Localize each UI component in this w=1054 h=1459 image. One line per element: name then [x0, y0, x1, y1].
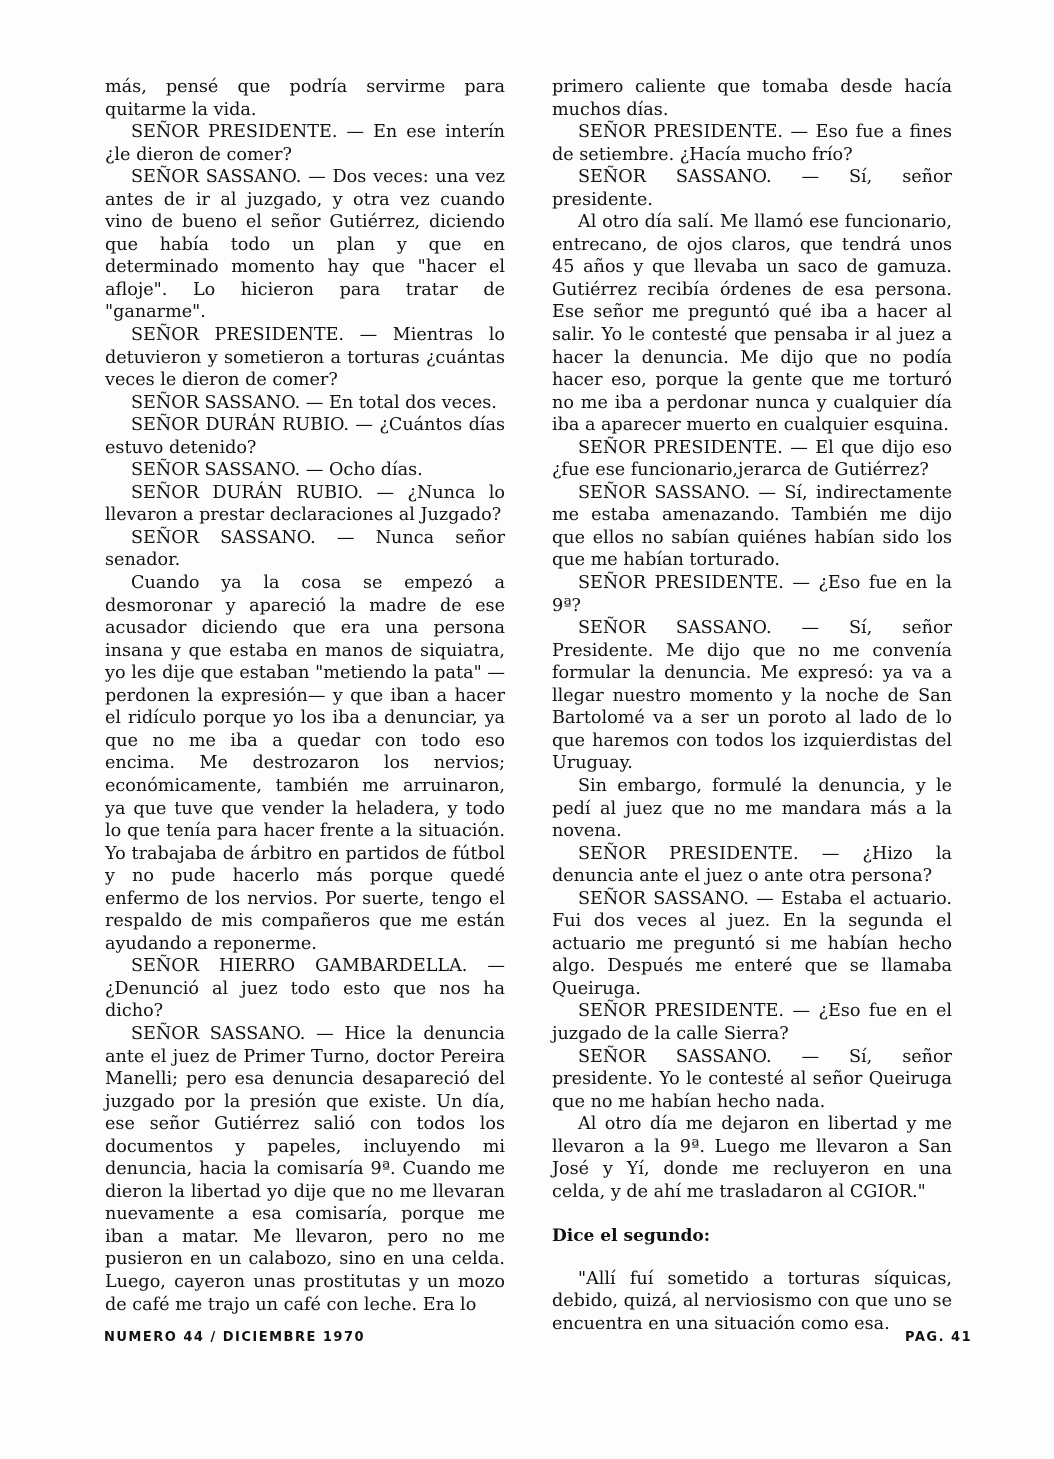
- paragraph: SEÑOR PRESIDENTE. — ¿Hizo la denuncia ante el juez o ante otra persona?: [552, 843, 952, 887]
- issue-footer: NUMERO 44 / DICIEMBRE 1970: [104, 1330, 366, 1345]
- paragraph: SEÑOR SASSANO. — Sí, señor presidente. Yo le contesté al señor Queiruga que no me habían hecho nada.: [552, 1046, 952, 1112]
- paragraph: Cuando ya la cosa se empezó a desmoronar y apareció la madre de ese acusador diciendo que era una persona insana y que estaba en manos de siquiatra, yo les dije que estaban "metiendo la pata" —perdonen la expresión— y que iban a hacer el ridículo porque yo los iba a denunciar, ya que no me iba a quedar con todo eso encima. Me destrozaron los nervios; económicamente, también me arruinaron, ya que tuve que vender la heladera, y todo lo que tenía para hacer frente a la situación. Yo trabajaba de árbitro en partidos de fútbol y no pude hacerlo más porque quedé enfermo de los nervios. Por suerte, tengo el respaldo de mis compañeros que me están ayudando a reponerme.: [105, 573, 505, 954]
- paragraph: Al otro día salí. Me llamó ese funcionario, entrecano, de ojos claros, que tendrá unos 45 años y que llevaba un saco de gamuza. Gutiérrez recibía órdenes de esa persona. Ese señor me preguntó qué iba a hacer al salir. Yo le contesté que pensaba ir al juez a hacer la denuncia. Me dijo que no podía hacer eso, porque la gente que me torturó no me iba a perdonar nunca y cualquier día iba a aparecer muerto en cualquier esquina.: [552, 212, 952, 436]
- paragraph: SEÑOR SASSANO. — Sí, señor Presidente. Me dijo que no me convenía formular la denuncia. Me expresó: ya va a llegar nuestro momento y la noche de San Bartolomé va a ser un poroto al lado de lo que haremos con todos los izquierdistas del Uruguay.: [552, 618, 952, 774]
- paragraph: SEÑOR PRESIDENTE. — El que dijo eso ¿fue ese funcionario,jerarca de Gutiérrez?: [552, 437, 952, 481]
- paragraph: primero caliente que tomaba desde hacía muchos días.: [552, 77, 952, 120]
- right-text-column: [552, 76, 952, 1336]
- paragraph: Al otro día me dejaron en libertad y me llevaron a la 9ª. Luego me llevaron a San José y Yí, donde me recluyeron en una celda, y de ahí me trasladaron al CGIOR.": [552, 1114, 952, 1202]
- paragraph: SEÑOR SASSANO. — Ocho días.: [131, 460, 423, 481]
- section-heading: Dice el segundo:: [552, 1226, 710, 1247]
- paragraph: SEÑOR PRESIDENTE. — En ese interín ¿le dieron de comer?: [105, 122, 505, 165]
- paragraph: SEÑOR PRESIDENTE. — Eso fue a fines de setiembre. ¿Hacía mucho frío?: [552, 122, 952, 165]
- paragraph: SEÑOR SASSANO. — Nunca señor senador.: [105, 527, 505, 571]
- paragraph: SEÑOR HIERRO GAMBARDELLA. — ¿Denunció al juez todo esto que nos ha dicho?: [105, 956, 505, 1022]
- paragraph: SEÑOR DURÁN RUBIO. — ¿Nunca lo llevaron a prestar declaraciones al Juzgado?: [105, 482, 505, 526]
- paragraph: SEÑOR SASSANO. — Sí, señor presidente.: [552, 167, 952, 210]
- paragraph: SEÑOR SASSANO. — Dos veces: una vez antes de ir al juzgado, y otra vez cuando vino de bueno el señor Gutiérrez, diciendo que había todo un plan y que en determinado momento hay que "hacer el afloje". Lo hicieron para tratar de "ganarme".: [105, 167, 505, 323]
- paragraph: SEÑOR PRESIDENTE. — Mientras lo detuvieron y sometieron a torturas ¿cuántas veces le dieron de comer?: [105, 325, 505, 391]
- paragraph: más, pensé que podría servirme para quitarme la vida.: [105, 77, 505, 120]
- paragraph: SEÑOR DURÁN RUBIO. — ¿Cuántos días estuvo detenido?: [105, 415, 505, 458]
- left-text-column: [105, 76, 505, 1316]
- paragraph: SEÑOR SASSANO. — Sí, indirectamente me estaba amenazando. También me dijo que ellos no sabían quiénes habían sido los que me habían torturado.: [552, 482, 952, 571]
- paragraph: SEÑOR PRESIDENTE. — ¿Eso fue en el juzgado de la calle Sierra?: [552, 1001, 952, 1044]
- paragraph: SEÑOR SASSANO. — Estaba el actuario. Fui dos veces al juez. En la segunda el actuario me preguntó si me habían hecho algo. Después me enteré que se llamaba Queiruga.: [552, 888, 952, 999]
- page-number: PAG. 41: [905, 1330, 973, 1345]
- paragraph: SEÑOR SASSANO. — Hice la denuncia ante el juez de Primer Turno, doctor Pereira Manelli; pero esa denuncia desapareció del juzgado por la presión que existe. Un día, ese señor Gutiérrez salió con todos los documentos y papeles, incluyendo mi denuncia, hacia la comisaría 9ª. Cuando me dieron la libertad yo dije que no me llevaran nuevamente a esa comisaría, porque me iban a matar. Me llevaron, pero no me pusieron en un calabozo, sino en una celda. Luego, cayeron unas prostitutas y un mozo de café me trajo un café con leche. Era lo: [105, 1023, 505, 1315]
- paragraph: Sin embargo, formulé la denuncia, y le pedí al juez que no me mandara más a la novena.: [552, 775, 952, 842]
- paragraph: SEÑOR PRESIDENTE. — ¿Eso fue en la 9ª?: [552, 573, 952, 616]
- paragraph: SEÑOR SASSANO. — En total dos veces.: [131, 392, 497, 413]
- paragraph: "Allí fuí sometido a torturas síquicas, debido, quizá, al nerviosismo con que uno se encuentra en una situación como esa.: [552, 1268, 952, 1334]
